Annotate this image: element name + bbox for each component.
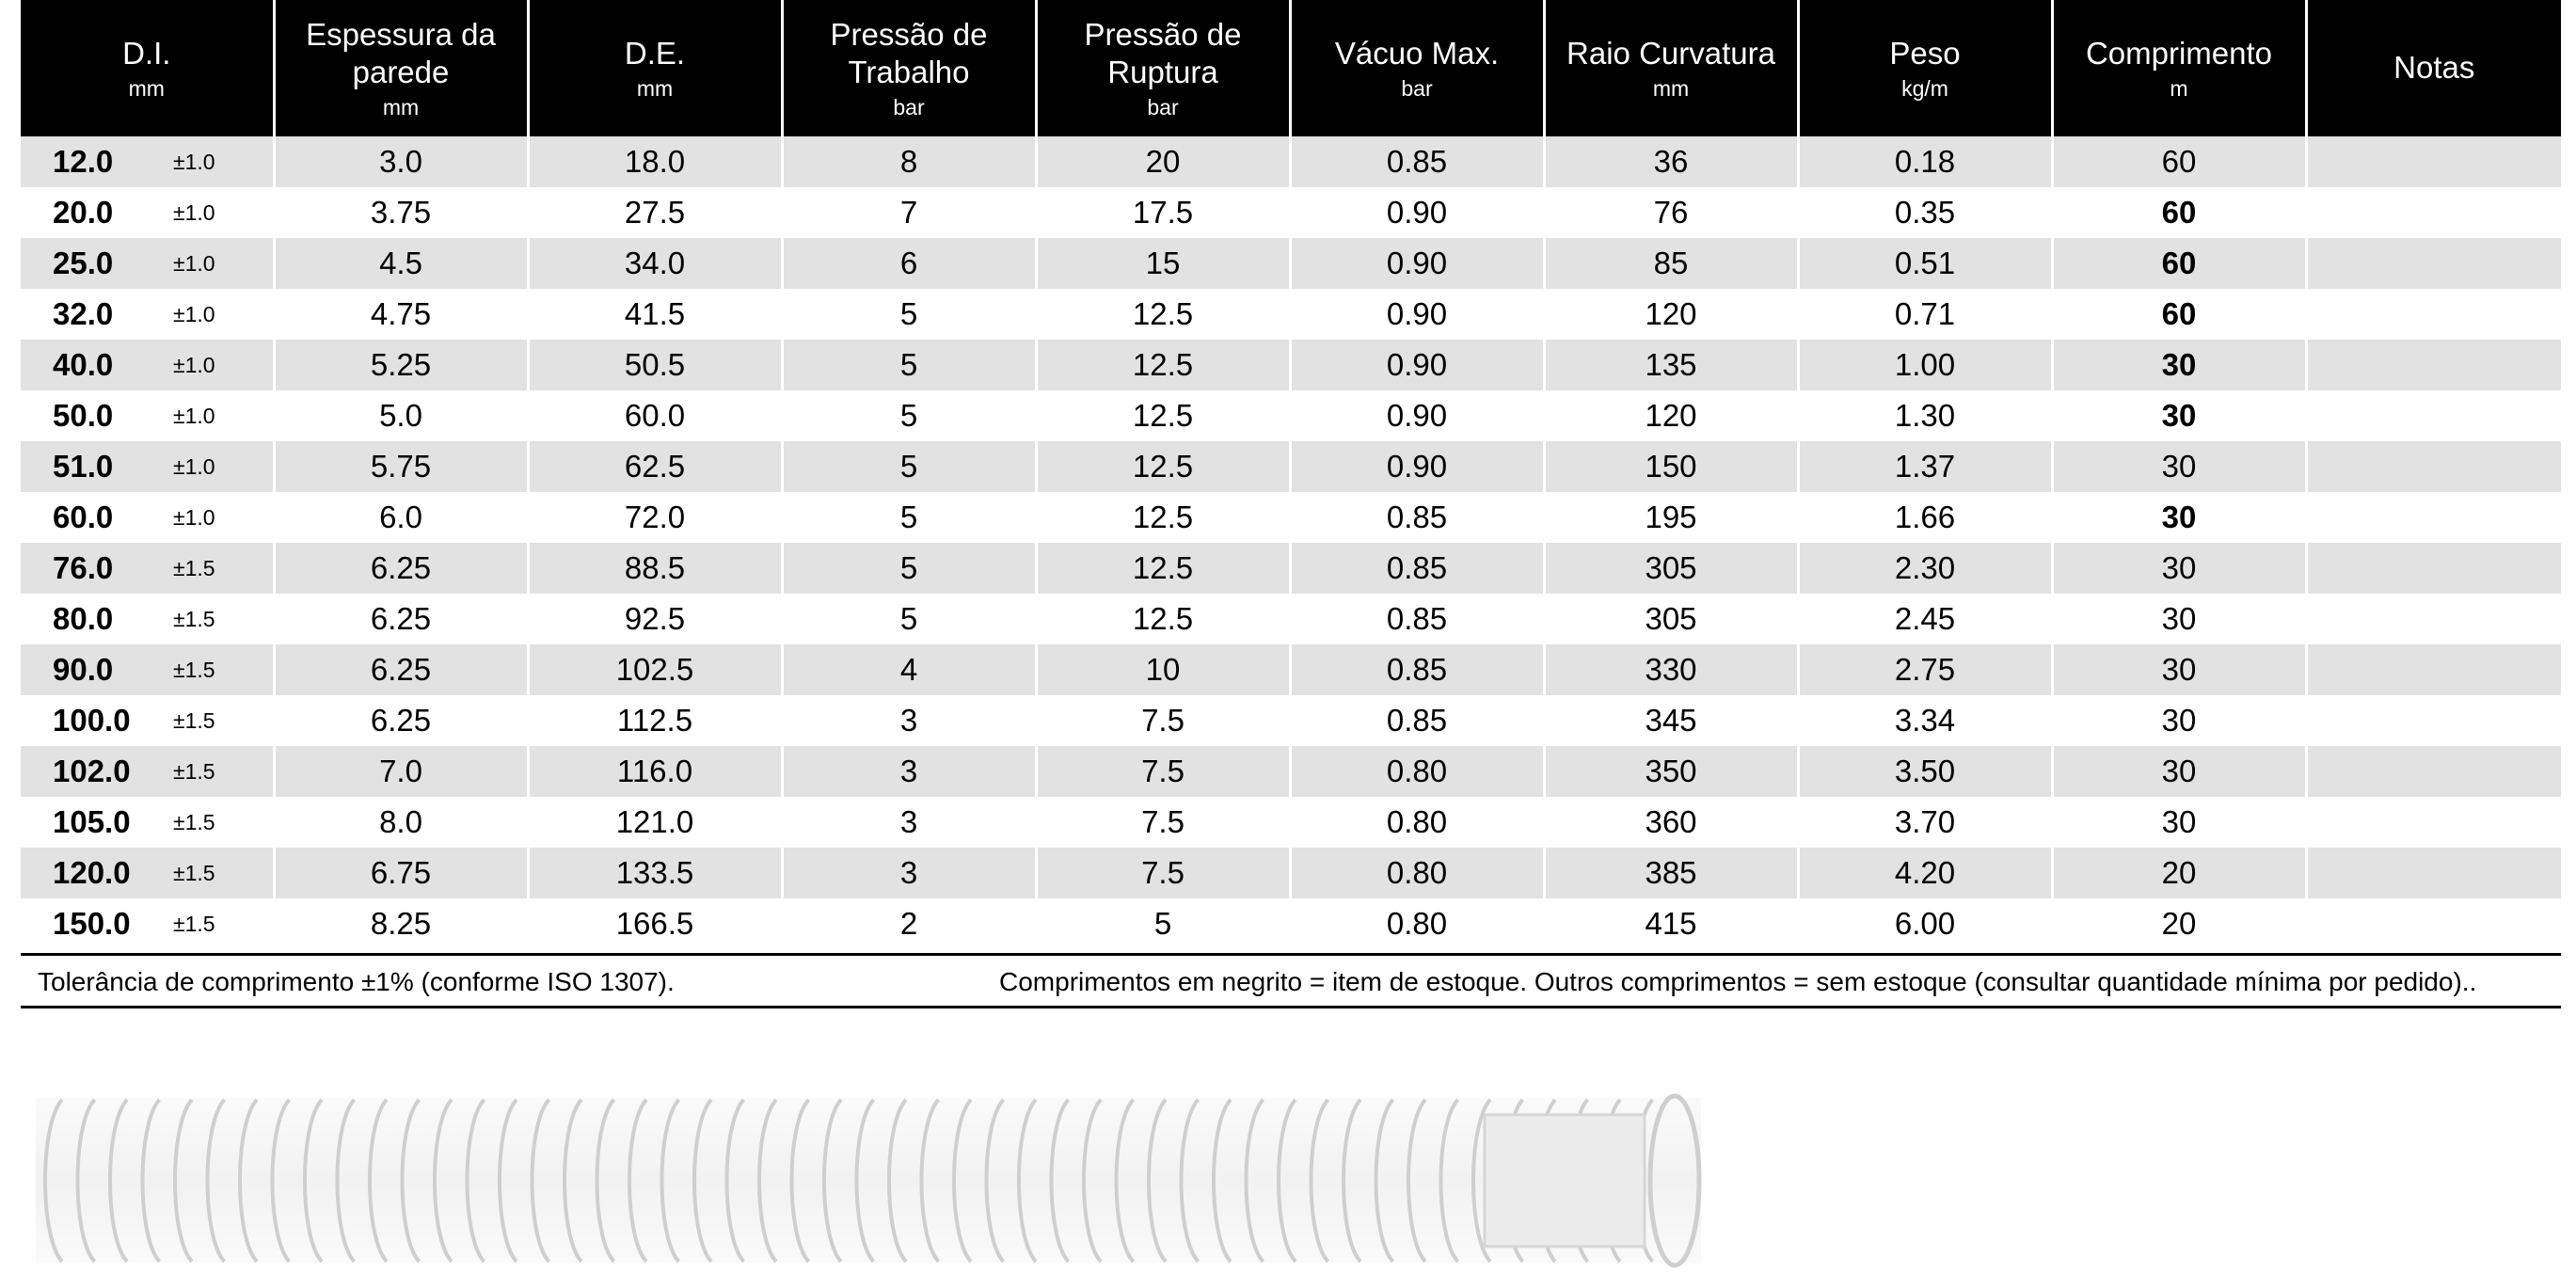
length-cell: 20	[2052, 898, 2306, 949]
inner-diameter-cell	[21, 441, 274, 492]
inner-diameter-cell	[21, 492, 274, 543]
burst-pressure-cell: 20	[1036, 136, 1290, 187]
inner-diameter-cell	[21, 136, 274, 187]
table-row	[21, 695, 2561, 746]
burst-pressure-cell: 7.5	[1036, 797, 1290, 848]
column-header-name: Vácuo Max.	[1334, 35, 1500, 71]
column-header	[528, 0, 782, 136]
table-row	[21, 898, 2561, 949]
outer-diameter-cell: 88.5	[528, 543, 782, 594]
inner-diameter-value: 105.0	[53, 804, 131, 839]
wall-thickness-cell: 5.25	[274, 340, 528, 390]
max-vacuum-cell: 0.90	[1290, 238, 1544, 289]
weight-cell: 1.37	[1798, 441, 2052, 492]
column-header-name: Espessura da parede	[306, 16, 496, 89]
burst-pressure-cell: 7.5	[1036, 746, 1290, 797]
weight-cell: 3.34	[1798, 695, 2052, 746]
diameter-tolerance: ±1.5	[173, 912, 215, 936]
burst-pressure-cell: 5	[1036, 898, 1290, 949]
diameter-tolerance: ±1.5	[173, 607, 215, 631]
diameter-tolerance: ±1.5	[173, 759, 215, 784]
length-cell: 30	[2052, 797, 2306, 848]
outer-diameter-cell: 112.5	[528, 695, 782, 746]
table-header-row	[21, 0, 2561, 136]
bend-radius-cell: 76	[1544, 187, 1798, 238]
outer-diameter-cell: 121.0	[528, 797, 782, 848]
bend-radius-cell: 415	[1544, 898, 1798, 949]
weight-cell: 2.45	[1798, 594, 2052, 644]
bend-radius-cell: 345	[1544, 695, 1798, 746]
length-cell: 30	[2052, 543, 2306, 594]
wall-thickness-cell: 3.0	[274, 136, 528, 187]
column-header-unit: bar	[1147, 94, 1179, 119]
bend-radius-cell: 385	[1544, 848, 1798, 898]
length-cell: 30	[2052, 390, 2306, 441]
max-vacuum-cell: 0.85	[1290, 136, 1544, 187]
column-header	[782, 0, 1036, 136]
working-pressure-cell: 3	[782, 695, 1036, 746]
notes-cell	[2306, 695, 2561, 746]
notes-cell	[2306, 238, 2561, 289]
max-vacuum-cell: 0.85	[1290, 492, 1544, 543]
outer-diameter-cell: 41.5	[528, 289, 782, 340]
column-header-unit: mm	[382, 94, 420, 119]
burst-pressure-cell: 7.5	[1036, 695, 1290, 746]
outer-diameter-cell: 92.5	[528, 594, 782, 644]
weight-cell: 2.30	[1798, 543, 2052, 594]
column-header-unit: kg/m	[1901, 75, 1948, 101]
table-row	[21, 238, 2561, 289]
footnote-bar	[21, 953, 2561, 1008]
stock-legend-note: Comprimentos em negrito = item de estoque. Outros comprimentos = sem estoque (consultar quantidade mínima por pedido)..	[999, 967, 2477, 996]
max-vacuum-cell: 0.90	[1290, 289, 1544, 340]
burst-pressure-cell: 12.5	[1036, 441, 1290, 492]
inner-diameter-value: 40.0	[53, 347, 114, 382]
max-vacuum-cell: 0.85	[1290, 644, 1544, 695]
column-header	[21, 0, 274, 136]
table-row	[21, 390, 2561, 441]
notes-cell	[2306, 746, 2561, 797]
weight-cell: 4.20	[1798, 848, 2052, 898]
inner-diameter-value: 90.0	[53, 652, 114, 687]
diameter-tolerance: ±1.0	[173, 150, 215, 174]
weight-cell: 3.50	[1798, 746, 2052, 797]
bend-radius-cell: 195	[1544, 492, 1798, 543]
diameter-tolerance: ±1.5	[173, 708, 215, 733]
working-pressure-cell: 5	[782, 492, 1036, 543]
outer-diameter-cell: 18.0	[528, 136, 782, 187]
inner-diameter-value: 100.0	[53, 703, 131, 738]
outer-diameter-cell: 34.0	[528, 238, 782, 289]
column-header-unit: m	[2170, 75, 2188, 101]
inner-diameter-value: 60.0	[53, 500, 114, 534]
inner-diameter-cell	[21, 898, 274, 949]
inner-diameter-cell	[21, 746, 274, 797]
length-cell: 60	[2052, 289, 2306, 340]
working-pressure-cell: 5	[782, 340, 1036, 390]
weight-cell: 0.35	[1798, 187, 2052, 238]
inner-diameter-cell	[21, 390, 274, 441]
working-pressure-cell: 7	[782, 187, 1036, 238]
weight-cell: 1.00	[1798, 340, 2052, 390]
length-cell: 30	[2052, 594, 2306, 644]
bend-radius-cell: 360	[1544, 797, 1798, 848]
inner-diameter-cell	[21, 340, 274, 390]
diameter-tolerance: ±1.5	[173, 861, 215, 885]
outer-diameter-cell: 72.0	[528, 492, 782, 543]
max-vacuum-cell: 0.80	[1290, 898, 1544, 949]
table-row	[21, 340, 2561, 390]
table-row	[21, 441, 2561, 492]
weight-cell: 0.71	[1798, 289, 2052, 340]
inner-diameter-value: 25.0	[53, 246, 114, 280]
burst-pressure-cell: 12.5	[1036, 492, 1290, 543]
column-header-unit: bar	[893, 94, 925, 119]
length-cell: 30	[2052, 492, 2306, 543]
hose-spec-table	[21, 0, 2561, 949]
notes-cell	[2306, 543, 2561, 594]
inner-diameter-value: 120.0	[53, 855, 131, 890]
bend-radius-cell: 305	[1544, 594, 1798, 644]
working-pressure-cell: 6	[782, 238, 1036, 289]
max-vacuum-cell: 0.85	[1290, 695, 1544, 746]
length-cell: 30	[2052, 340, 2306, 390]
spiral-hose-illustration	[28, 1087, 1712, 1275]
column-header	[1290, 0, 1544, 136]
length-cell: 60	[2052, 187, 2306, 238]
column-header-name: Pressão de Ruptura	[1084, 16, 1242, 89]
weight-cell: 6.00	[1798, 898, 2052, 949]
working-pressure-cell: 2	[782, 898, 1036, 949]
burst-pressure-cell: 12.5	[1036, 543, 1290, 594]
outer-diameter-cell: 60.0	[528, 390, 782, 441]
diameter-tolerance: ±1.5	[173, 658, 215, 682]
column-header-name: Raio Curvatura	[1566, 35, 1775, 71]
notes-cell	[2306, 340, 2561, 390]
working-pressure-cell: 5	[782, 441, 1036, 492]
working-pressure-cell: 4	[782, 644, 1036, 695]
notes-cell	[2306, 390, 2561, 441]
diameter-tolerance: ±1.0	[173, 404, 215, 428]
burst-pressure-cell: 12.5	[1036, 340, 1290, 390]
length-cell: 30	[2052, 746, 2306, 797]
wall-thickness-cell: 6.25	[274, 543, 528, 594]
column-header	[1036, 0, 1290, 136]
inner-diameter-value: 76.0	[53, 550, 114, 585]
notes-cell	[2306, 136, 2561, 187]
weight-cell: 1.66	[1798, 492, 2052, 543]
working-pressure-cell: 3	[782, 746, 1036, 797]
diameter-tolerance: ±1.0	[173, 454, 215, 479]
bend-radius-cell: 350	[1544, 746, 1798, 797]
notes-cell	[2306, 441, 2561, 492]
max-vacuum-cell: 0.90	[1290, 340, 1544, 390]
column-header-name: Notas	[2393, 49, 2475, 85]
table-row	[21, 797, 2561, 848]
inner-diameter-value: 32.0	[53, 296, 114, 331]
notes-cell	[2306, 187, 2561, 238]
wall-thickness-cell: 6.25	[274, 695, 528, 746]
inner-diameter-cell	[21, 644, 274, 695]
bend-radius-cell: 150	[1544, 441, 1798, 492]
column-header-name: D.E.	[624, 35, 686, 71]
inner-diameter-value: 50.0	[53, 398, 114, 433]
column-header	[1544, 0, 1798, 136]
bend-radius-cell: 120	[1544, 390, 1798, 441]
length-cell: 30	[2052, 441, 2306, 492]
weight-cell: 1.30	[1798, 390, 2052, 441]
weight-cell: 3.70	[1798, 797, 2052, 848]
column-header-unit: mm	[1652, 75, 1690, 101]
weight-cell: 0.51	[1798, 238, 2052, 289]
column-header-name: Peso	[1889, 35, 1961, 71]
diameter-tolerance: ±1.0	[173, 353, 215, 377]
inner-diameter-value: 150.0	[53, 906, 131, 941]
max-vacuum-cell: 0.90	[1290, 187, 1544, 238]
column-header-name: Pressão de Trabalho	[830, 16, 988, 89]
column-header-name: Comprimento	[2085, 35, 2273, 71]
max-vacuum-cell: 0.80	[1290, 746, 1544, 797]
wall-thickness-cell: 4.5	[274, 238, 528, 289]
diameter-tolerance: ±1.0	[173, 251, 215, 276]
bend-radius-cell: 36	[1544, 136, 1798, 187]
table-row	[21, 848, 2561, 898]
max-vacuum-cell: 0.85	[1290, 594, 1544, 644]
wall-thickness-cell: 3.75	[274, 187, 528, 238]
working-pressure-cell: 5	[782, 594, 1036, 644]
diameter-tolerance: ±1.0	[173, 200, 215, 225]
column-header	[2306, 0, 2561, 136]
inner-diameter-cell	[21, 187, 274, 238]
working-pressure-cell: 3	[782, 848, 1036, 898]
column-header-unit: mm	[636, 75, 674, 101]
notes-cell	[2306, 492, 2561, 543]
bend-radius-cell: 120	[1544, 289, 1798, 340]
working-pressure-cell: 3	[782, 797, 1036, 848]
notes-cell	[2306, 594, 2561, 644]
outer-diameter-cell: 166.5	[528, 898, 782, 949]
max-vacuum-cell: 0.80	[1290, 797, 1544, 848]
notes-cell	[2306, 644, 2561, 695]
inner-diameter-value: 102.0	[53, 754, 131, 788]
inner-diameter-cell	[21, 238, 274, 289]
column-header-name: D.I.	[122, 35, 171, 71]
length-cell: 60	[2052, 238, 2306, 289]
diameter-tolerance: ±1.5	[173, 556, 215, 580]
inner-diameter-value: 20.0	[53, 195, 114, 230]
length-cell: 20	[2052, 848, 2306, 898]
wall-thickness-cell: 6.75	[274, 848, 528, 898]
inner-diameter-cell	[21, 543, 274, 594]
wall-thickness-cell: 8.0	[274, 797, 528, 848]
column-header-unit: bar	[1401, 75, 1433, 101]
diameter-tolerance: ±1.5	[173, 810, 215, 834]
outer-diameter-cell: 133.5	[528, 848, 782, 898]
bend-radius-cell: 85	[1544, 238, 1798, 289]
notes-cell	[2306, 848, 2561, 898]
column-header	[1798, 0, 2052, 136]
outer-diameter-cell: 27.5	[528, 187, 782, 238]
wall-thickness-cell: 6.25	[274, 644, 528, 695]
inner-diameter-value: 51.0	[53, 449, 114, 484]
column-header	[274, 0, 528, 136]
wall-thickness-cell: 8.25	[274, 898, 528, 949]
column-header	[2052, 0, 2306, 136]
table-row	[21, 289, 2561, 340]
inner-diameter-cell	[21, 289, 274, 340]
burst-pressure-cell: 7.5	[1036, 848, 1290, 898]
outer-diameter-cell: 116.0	[528, 746, 782, 797]
burst-pressure-cell: 10	[1036, 644, 1290, 695]
burst-pressure-cell: 12.5	[1036, 390, 1290, 441]
wall-thickness-cell: 5.0	[274, 390, 528, 441]
length-tolerance-note: Tolerância de comprimento ±1% (conforme ISO 1307).	[38, 967, 675, 996]
weight-cell: 0.18	[1798, 136, 2052, 187]
length-cell: 30	[2052, 695, 2306, 746]
wall-thickness-cell: 4.75	[274, 289, 528, 340]
hose-body	[36, 1098, 1701, 1263]
wall-thickness-cell: 6.0	[274, 492, 528, 543]
weight-cell: 2.75	[1798, 644, 2052, 695]
burst-pressure-cell: 17.5	[1036, 187, 1290, 238]
bend-radius-cell: 330	[1544, 644, 1798, 695]
working-pressure-cell: 5	[782, 289, 1036, 340]
working-pressure-cell: 5	[782, 390, 1036, 441]
outer-diameter-cell: 62.5	[528, 441, 782, 492]
working-pressure-cell: 5	[782, 543, 1036, 594]
max-vacuum-cell: 0.85	[1290, 543, 1544, 594]
table-row	[21, 746, 2561, 797]
max-vacuum-cell: 0.80	[1290, 848, 1544, 898]
burst-pressure-cell: 12.5	[1036, 594, 1290, 644]
hose-cuff	[1485, 1115, 1645, 1246]
outer-diameter-cell: 50.5	[528, 340, 782, 390]
table-row	[21, 594, 2561, 644]
burst-pressure-cell: 12.5	[1036, 289, 1290, 340]
inner-diameter-cell	[21, 797, 274, 848]
length-cell: 60	[2052, 136, 2306, 187]
wall-thickness-cell: 7.0	[274, 746, 528, 797]
table-row	[21, 187, 2561, 238]
wall-thickness-cell: 6.25	[274, 594, 528, 644]
bend-radius-cell: 135	[1544, 340, 1798, 390]
inner-diameter-value: 80.0	[53, 601, 114, 636]
inner-diameter-cell	[21, 848, 274, 898]
inner-diameter-cell	[21, 594, 274, 644]
bend-radius-cell: 305	[1544, 543, 1798, 594]
table-row	[21, 136, 2561, 187]
length-cell: 30	[2052, 644, 2306, 695]
burst-pressure-cell: 15	[1036, 238, 1290, 289]
column-header-unit: mm	[128, 75, 165, 101]
working-pressure-cell: 8	[782, 136, 1036, 187]
wall-thickness-cell: 5.75	[274, 441, 528, 492]
inner-diameter-value: 12.0	[53, 144, 114, 179]
notes-cell	[2306, 797, 2561, 848]
diameter-tolerance: ±1.0	[173, 302, 215, 326]
table-row	[21, 543, 2561, 594]
table-body	[21, 136, 2561, 949]
notes-cell	[2306, 289, 2561, 340]
outer-diameter-cell: 102.5	[528, 644, 782, 695]
max-vacuum-cell: 0.90	[1290, 441, 1544, 492]
diameter-tolerance: ±1.0	[173, 505, 215, 530]
max-vacuum-cell: 0.90	[1290, 390, 1544, 441]
inner-diameter-cell	[21, 695, 274, 746]
table-row	[21, 644, 2561, 695]
notes-cell	[2306, 898, 2561, 949]
table-row	[21, 492, 2561, 543]
